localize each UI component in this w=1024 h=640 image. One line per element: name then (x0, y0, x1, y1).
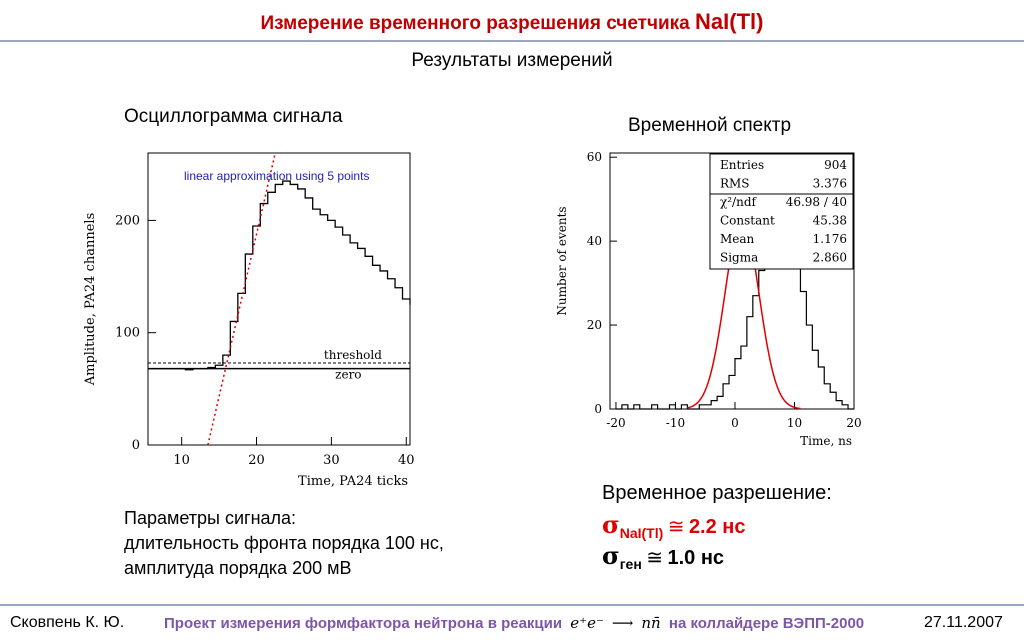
signal-parameters (124, 506, 444, 581)
y-tick-label: 0 (131, 438, 140, 453)
sigma-symbol: σ (602, 510, 620, 539)
stats-value: 2.860 (812, 250, 847, 265)
stats-value: 46.98 / 40 (785, 195, 847, 209)
sigma-subscript: NaI(Tl) (619, 525, 664, 541)
stats-key: Mean (719, 232, 755, 246)
params-heading: Параметры сигнала: (124, 508, 297, 528)
sigma-gen-value: 1.0 нс (667, 547, 725, 569)
oscillogram-label: Осциллограмма сигнала (124, 106, 343, 127)
footer-project-post: на коллайдере ВЭПП-2000 (668, 615, 865, 632)
oscillogram-chart (80, 145, 420, 495)
header-divider (0, 40, 1024, 42)
x-tick-label: 20 (846, 416, 862, 430)
sigma-symbol: σ (602, 541, 620, 570)
y-axis-label: Amplitude, PA24 channels (83, 212, 98, 386)
signal-trace (148, 181, 410, 370)
stats-value: 904 (824, 158, 847, 172)
x-tick-label: -20 (606, 416, 626, 430)
zero-label: zero (335, 367, 362, 382)
page-subtitle: Результаты измерений (411, 50, 613, 71)
x-tick-label: 30 (323, 453, 340, 468)
y-tick-label: 20 (586, 318, 602, 333)
stats-key: RMS (719, 176, 750, 191)
linear-approximation-line (208, 153, 275, 445)
page-title (0, 9, 1024, 35)
y-tick-label: 200 (115, 213, 140, 229)
approx-symbol: ≅ (646, 547, 663, 569)
stats-key: Constant (719, 213, 775, 228)
y-tick-label: 100 (115, 325, 140, 341)
stats-key: Entries (719, 158, 765, 172)
sigma-nai-value: 2.2 нс (688, 516, 746, 538)
y-axis-label: Number of events (555, 206, 569, 316)
stats-key: χ²/ndf (719, 195, 756, 209)
approx-symbol: ≅ (667, 516, 685, 538)
footer-divider (0, 604, 1024, 606)
params-amplitude: амплитуда порядка 200 мВ (124, 558, 352, 578)
footer-author: Сковпень К. Ю. (10, 614, 125, 631)
stats-key: Sigma (719, 250, 759, 265)
title-crystal: NaI(Tl) (695, 9, 764, 34)
reaction-initial: e⁺e⁻ (570, 614, 604, 632)
time-spectrum-chart (552, 145, 872, 465)
params-rise-time: длительность фронта порядка 100 нс, (124, 533, 444, 553)
x-axis-label: Time, ns (800, 434, 852, 448)
x-tick-label: 10 (173, 453, 190, 468)
footer-project (164, 614, 864, 632)
threshold-label: threshold (323, 348, 382, 363)
y-tick-label: 0 (594, 402, 602, 416)
stats-value: 3.376 (812, 176, 847, 191)
x-tick-label: 40 (397, 453, 415, 468)
title-text: Измерение временного разрешения счетчика (260, 13, 696, 34)
time-resolution-heading: Временное разрешение: (602, 482, 832, 504)
x-axis-label: Time, PA24 ticks (298, 474, 408, 489)
y-tick-label: 60 (586, 150, 602, 165)
x-tick-label: 20 (248, 453, 265, 468)
sigma-subscript: ген (619, 556, 642, 572)
stats-value: 1.176 (812, 232, 847, 246)
reaction-arrow-icon: ⟶ (611, 614, 634, 632)
sigma-gen-result (602, 541, 724, 570)
y-tick-label: 40 (586, 234, 602, 249)
x-tick-label: -10 (665, 416, 686, 430)
x-tick-label: 0 (731, 416, 739, 430)
sigma-nai-result (602, 510, 746, 539)
stats-value: 45.38 (812, 213, 847, 228)
plot-frame (148, 153, 410, 445)
footer-date: 27.11.2007 (924, 614, 1003, 631)
time-spectrum-label: Временной спектр (628, 115, 792, 136)
reaction-final: nn̄ (641, 614, 661, 632)
x-tick-label: 10 (786, 416, 803, 430)
approximation-annotation: linear approximation using 5 points (184, 169, 370, 183)
footer-project-pre: Проект измерения формфактора нейтрона в реакции (164, 615, 563, 632)
